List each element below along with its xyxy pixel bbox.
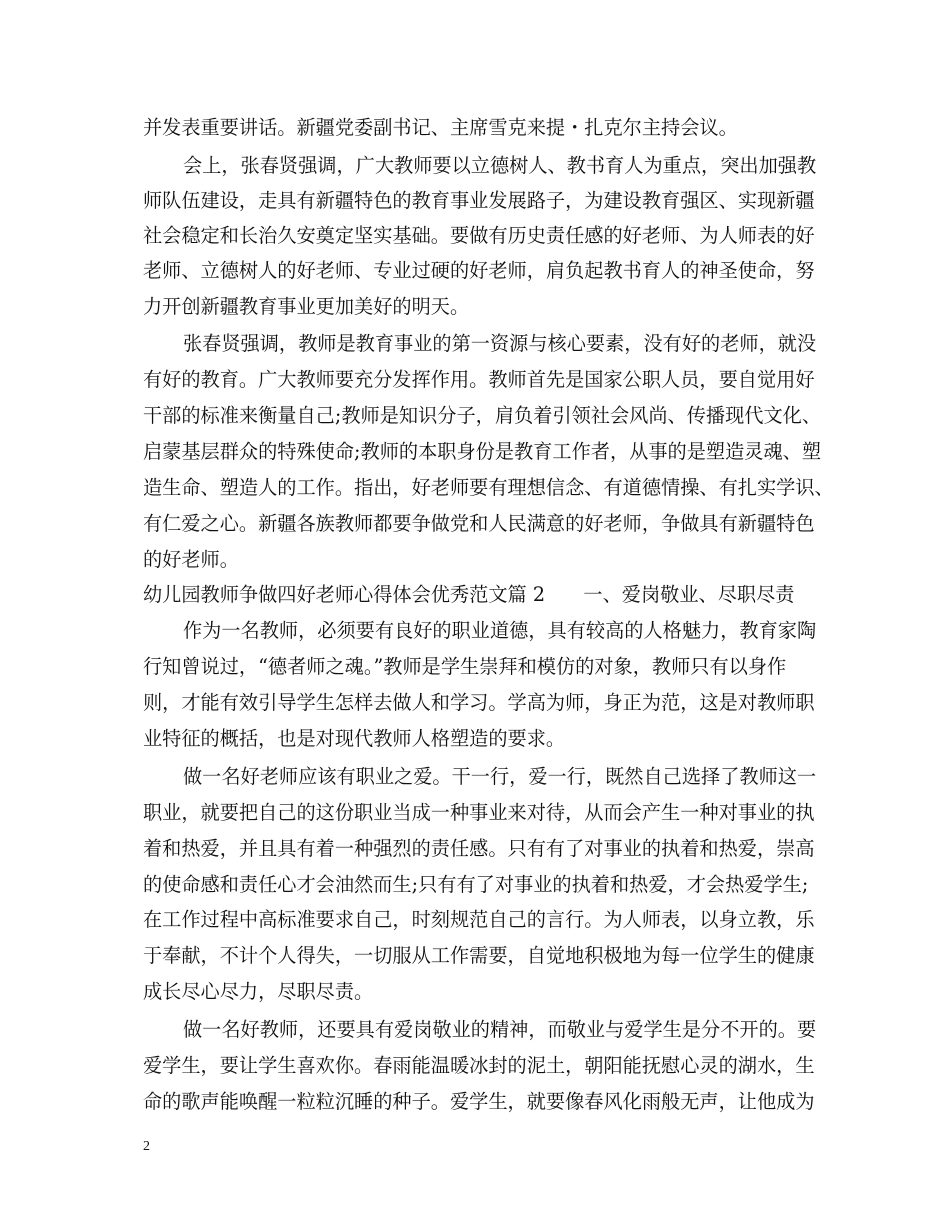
text-line: 师队伍建设，走具有新疆特色的教育事业发展路子，为建设教育强区、实现新疆 [143,189,815,212]
text-line: 着和热爱，并且具有着一种强烈的责任感。只有有了对事业的执着和热爱，崇高 [143,837,815,860]
paragraph-first-line: 做一名好老师应该有职业之爱。干一行，爱一行，既然自己选择了教师这一 [183,765,817,788]
paragraph-first-line: 做一名好教师，还要具有爱岗敬业的精神，而敬业与爱学生是分不开的。要 [183,1018,817,1041]
text-line: 的使命感和责任心才会油然而生;只有有了对事业的执着和热爱，才会热爱学生; [143,873,809,896]
text-line: 力开创新疆教育事业更加美好的明天。 [143,295,470,318]
text-line: 的好老师。 [143,548,239,571]
paragraph-first-line: 张春贤强调，教师是教育事业的第一资源与核心要素，没有好的老师，就没 [183,332,817,355]
text-line: 爱学生，要让学生喜欢你。春雨能温暖冰封的泥土，朝阳能抚慰心灵的湖水，生 [143,1054,815,1077]
text-line: 职业，就要把自己的这份职业当成一种事业来对待，从而会产生一种对事业的执 [143,801,815,824]
page-number: 2 [143,1139,150,1154]
text-line: 于奉献，不计个人得失，一切服从工作需要，自觉地积极地为每一位学生的健康 [143,944,815,967]
paragraph-first-line: 作为一名教师，必须要有良好的职业道德，具有较高的人格魅力，教育家陶 [183,619,817,642]
text-line: 并发表重要讲话。新疆党委副书记、主席雪克来提・扎克尔主持会议。 [143,116,738,139]
text-line: 成长尽心尽力，尽职尽责。 [143,980,374,1003]
text-line: 干部的标准来衡量自己;教师是知识分子，肩负着引领社会风尚、传播现代文化、 [143,404,822,427]
text-line: 启蒙基层群众的特殊使命;教师的本职身份是教育工作者，从事的是塑造灵魂、塑 [143,440,822,463]
text-line: 老师、立德树人的好老师、专业过硬的好老师，肩负起教书育人的神圣使命，努 [143,259,815,282]
text-line: 命的歌声能唤醒一粒粒沉睡的种子。爱学生，就要像春风化雨般无声，让他成为 [143,1090,815,1113]
paragraph-first-line: 会上，张春贤强调，广大教师要以立德树人、教书育人为重点，突出加强教 [183,154,817,177]
text-line: 则，才能有效引导学生怎样去做人和学习。学高为师，身正为范，这是对教师职 [143,691,815,714]
text-line: 造生命、塑造人的工作。指出，好老师要有理想信念、有道德情操、有扎实学识、 [143,476,834,499]
text-line: 业特征的概括，也是对现代教师人格塑造的要求。 [143,727,566,750]
section-heading: 幼儿园教师争做四好老师心得体会优秀范文篇 2 一、爱岗敬业、尽职尽责 [143,583,795,606]
text-line: 在工作过程中高标准要求自己，时刻规范自己的言行。为人师表，以身立教，乐 [143,908,815,931]
text-line: 社会稳定和长治久安奠定坚实基础。要做有历史责任感的好老师、为人师表的好 [143,224,815,247]
text-line: 有仁爱之心。新疆各族教师都要争做党和人民满意的好老师，争做具有新疆特色 [143,512,815,535]
text-line: 有好的教育。广大教师要充分发挥作用。教师首先是国家公职人员，要自觉用好 [143,368,815,391]
text-line: 行知曾说过，“德者师之魂。”教师是学生崇拜和模仿的对象，教师只有以身作 [143,655,787,678]
